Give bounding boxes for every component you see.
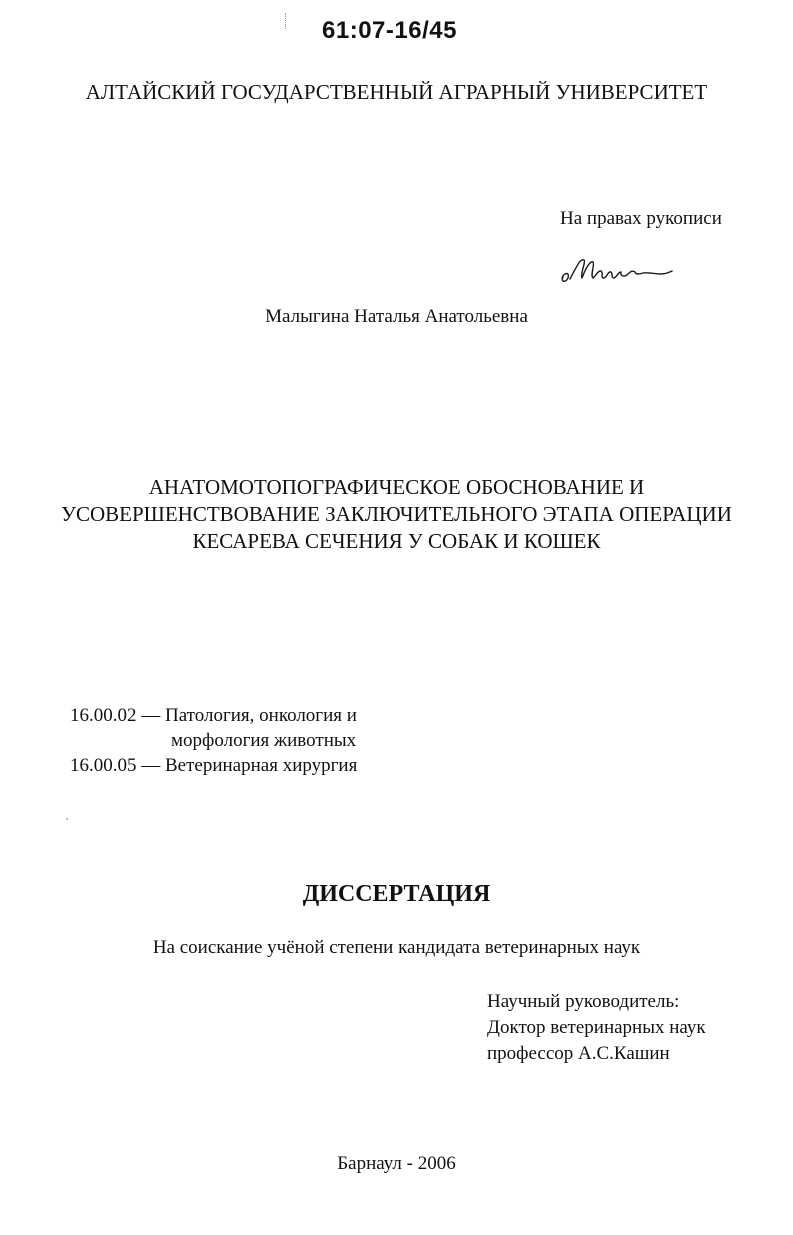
city-year: Барнаул - 2006 <box>337 1153 456 1174</box>
scan-dust <box>66 818 68 820</box>
degree-statement: На соискание учёной степени кандидата ветеринарных наук <box>152 937 641 958</box>
dissertation-title <box>0 474 793 555</box>
signature-icon <box>558 250 674 290</box>
supervisor-degree: Доктор ветеринарных наук <box>487 1017 706 1038</box>
specialty-name: Ветеринарная хирургия <box>165 755 358 776</box>
author-name: Малыгина Наталья Анатольевна <box>265 306 528 327</box>
scan-mark <box>285 13 287 29</box>
specialty-row <box>70 753 357 778</box>
specialty-code: 16.00.05 <box>70 755 137 776</box>
specialty-dash: — <box>141 705 161 726</box>
specialties-list <box>70 703 357 778</box>
title-line: УСОВЕРШЕНСТВОВАНИЕ ЗАКЛЮЧИТЕЛЬНОГО ЭТАПА ОПЕРАЦИИ <box>61 502 732 526</box>
specialty-continuation: морфология животных <box>171 730 357 751</box>
manuscript-rights-note: На правах рукописи <box>560 208 722 229</box>
document-type: ДИССЕРТАЦИЯ <box>302 881 491 907</box>
specialty-code: 16.00.02 <box>70 705 137 726</box>
university-name: АЛТАЙСКИЙ ГОСУДАРСТВЕННЫЙ АГРАРНЫЙ УНИВЕРСИТЕТ <box>85 80 708 104</box>
specialty-dash: — <box>141 755 161 776</box>
specialty-name: Патология, онкология и <box>165 705 357 726</box>
library-code: 61:07-16/45 <box>322 17 457 44</box>
supervisor-name: профессор А.С.Кашин <box>487 1043 670 1064</box>
title-line: АНАТОМОТОПОГРАФИЧЕСКОЕ ОБОСНОВАНИЕ И <box>148 475 645 499</box>
supervisor-block <box>487 989 706 1067</box>
supervisor-label: Научный руководитель: <box>487 991 680 1012</box>
title-line: КЕСАРЕВА СЕЧЕНИЯ У СОБАК И КОШЕК <box>192 529 601 553</box>
specialty-row <box>70 703 357 728</box>
